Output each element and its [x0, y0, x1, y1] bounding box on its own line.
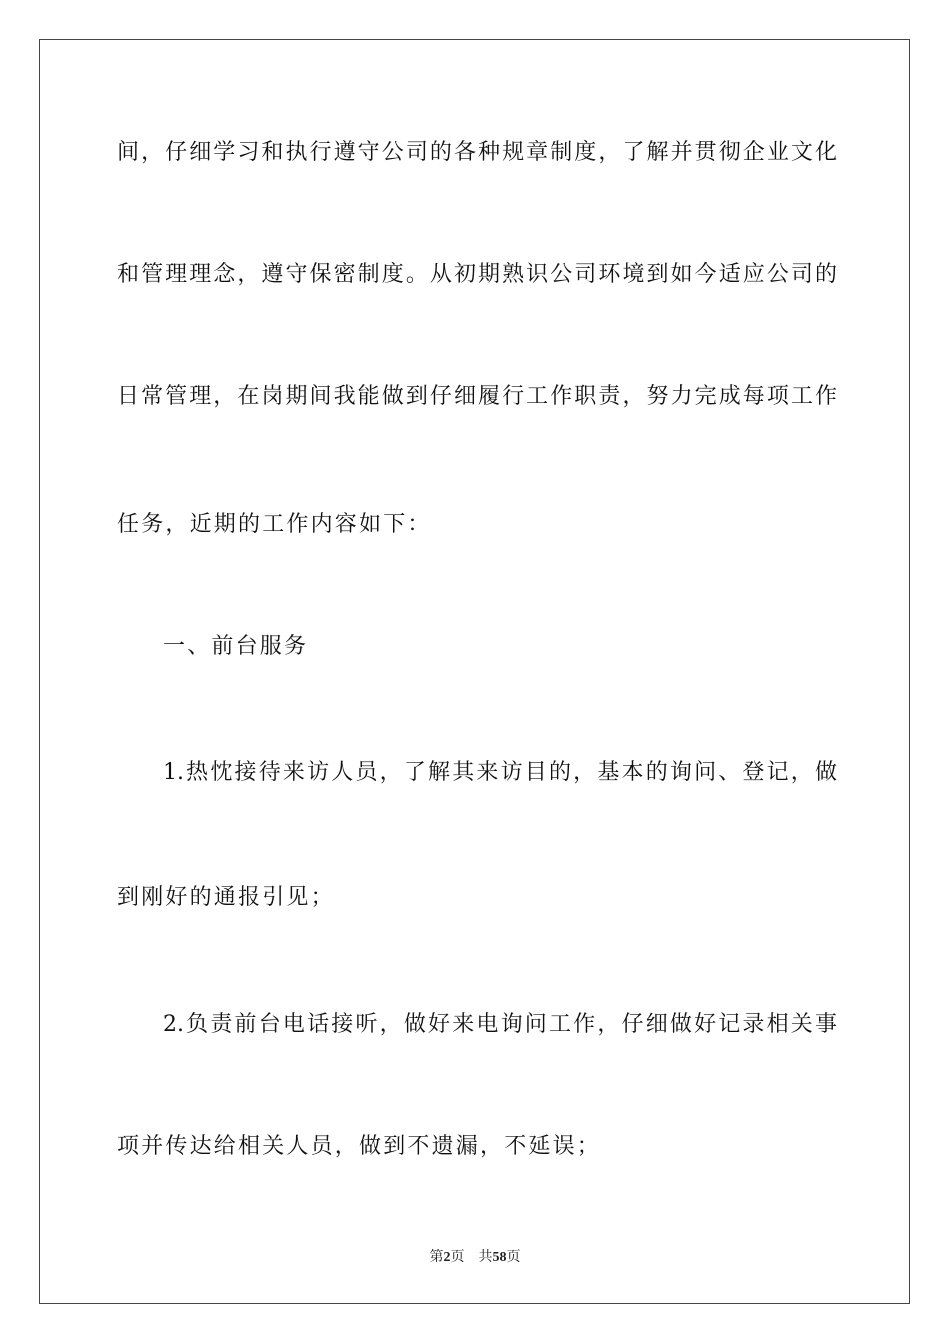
total-prefix: 共 [478, 1249, 493, 1265]
paragraph-line-4: 任务，近期的工作内容如下： [117, 512, 432, 537]
page-border [39, 39, 910, 1304]
paragraph-line-3: 日常管理，在岗期间我能做到仔细履行工作职责，努力完成每项工作 [117, 384, 837, 409]
section-heading: 一、前台服务 [163, 634, 309, 659]
page-suffix: 页 [450, 1249, 465, 1265]
paragraph-line-2: 和管理理念，遵守保密制度。从初期熟识公司环境到如今适应公司的 [117, 262, 837, 287]
page-footer [0, 1248, 950, 1267]
paragraph-line-1: 间，仔细学习和执行遵守公司的各种规章制度，了解并贯彻企业文化 [117, 140, 837, 165]
total-suffix: 页 [506, 1249, 521, 1265]
list-item-1-line-1: 1.热忱接待来访人员，了解其来访目的，基本的询问、登记，做 [163, 760, 837, 785]
list-item-2-line-1: 2.负责前台电话接听，做好来电询问工作，仔细做好记录相关事 [163, 1012, 837, 1037]
list-item-2-line-2: 项并传达给相关人员，做到不遗漏，不延误； [117, 1134, 602, 1159]
page-prefix: 第 [429, 1249, 444, 1265]
page-number: 2 [443, 1250, 451, 1265]
list-item-1-line-2: 到刚好的通报引见； [117, 885, 335, 910]
total-pages: 58 [492, 1250, 507, 1265]
